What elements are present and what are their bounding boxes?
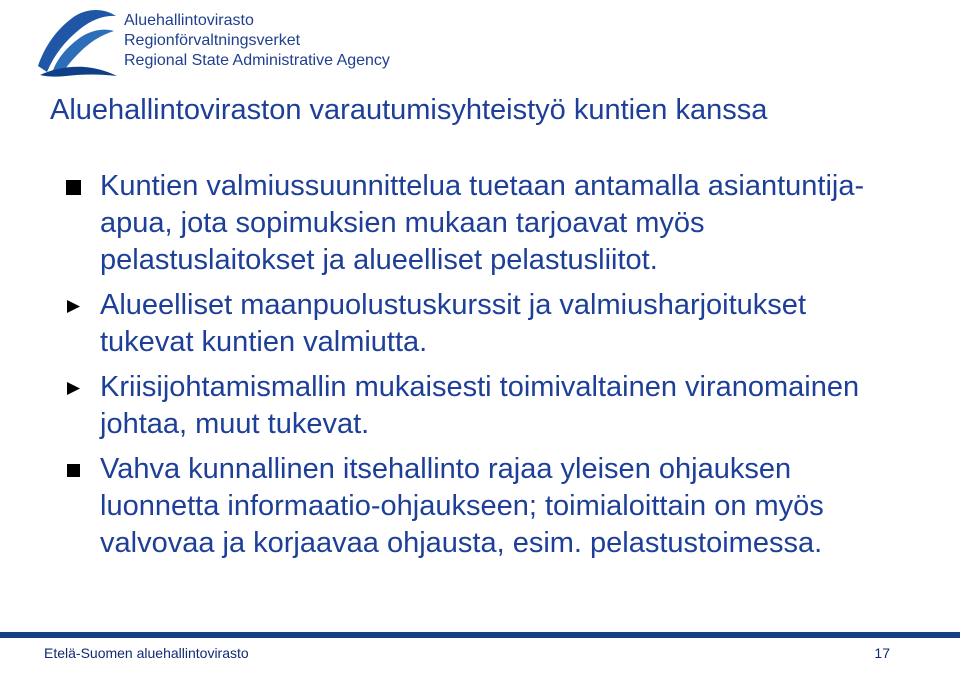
slide-title: Aluehallintoviraston varautumisyhteistyö kuntien kanssa (50, 94, 768, 126)
agency-logo (32, 4, 392, 80)
pointer-bullet-icon (66, 381, 76, 396)
pointer-bullet-icon (66, 299, 76, 314)
bullet-item-2 (66, 287, 906, 361)
bullet-item-4 (66, 451, 906, 562)
bullet-item-1 (66, 168, 906, 279)
bullet-text-3: Kriisijohtamismallin mukaisesti toimivaltainen viranomainen johtaa, muut tukevat. (100, 371, 860, 440)
agency-name-finnish: Aluehallintovirasto (124, 12, 254, 29)
square-bullet-icon (66, 463, 76, 478)
bullet-item-3 (66, 369, 906, 443)
footer-rule (0, 632, 960, 638)
agency-name (124, 11, 390, 71)
bullet-text-1: Kuntien valmiussuunnittelua tuetaan antamalla asiantuntija-apua, jota sopimuksien mukaan tarjoavat myös pelastuslaitokset ja alueelliset pelastusliitot. (100, 170, 865, 276)
page-number: 17 (874, 645, 890, 661)
bullet-text-4: Vahva kunnallinen itsehallinto rajaa yleisen ohjauksen luonnetta informaatio-ohjaukseen; toimialoittain on myös valvovaa ja korjaavaa ohjausta, esim. pelastustoimessa. (100, 453, 824, 559)
agency-name-swedish: Regionförvaltningsverket (124, 32, 301, 49)
square-bullet-icon (66, 180, 81, 195)
footer-organization: Etelä-Suomen aluehallintovirasto (44, 645, 249, 661)
bullet-text-2: Alueelliset maanpuolustuskurssit ja valmiusharjoitukset tukevat kuntien valmiutta. (100, 289, 806, 358)
agency-name-english: Regional State Administrative Agency (124, 52, 390, 69)
bullet-list (66, 168, 906, 570)
agency-logo-icon (32, 4, 118, 78)
